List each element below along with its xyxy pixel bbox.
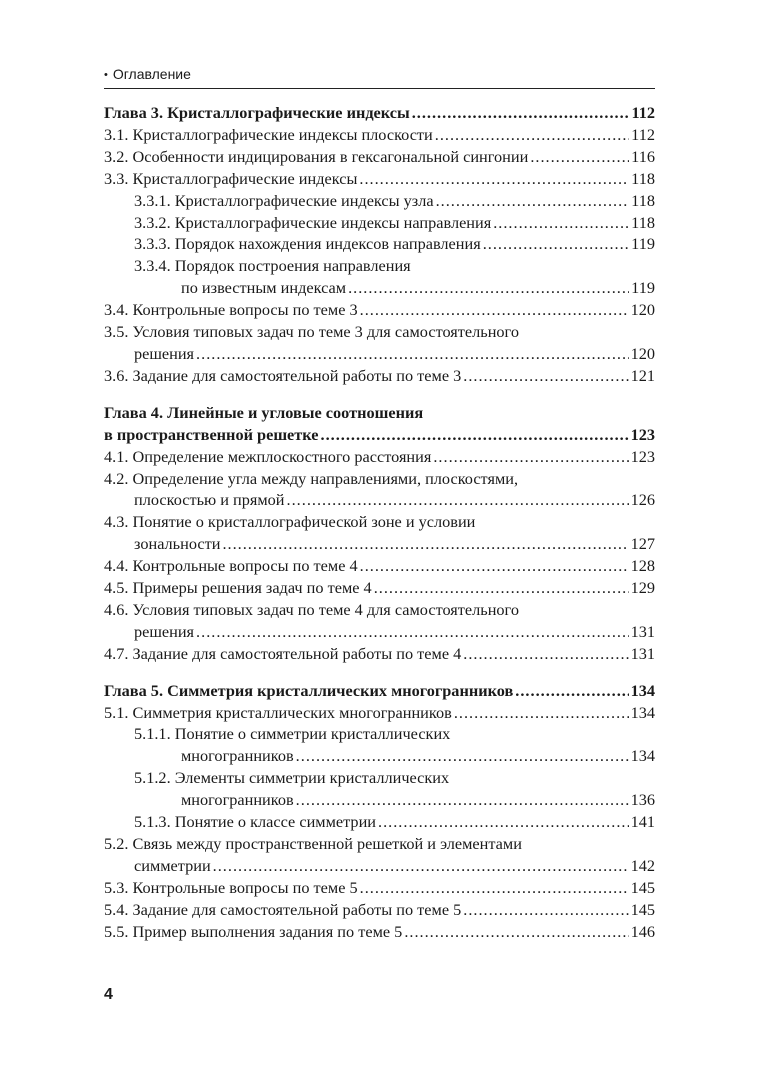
toc-entry-title: 5.1.1. Понятие о симметрии кристаллических xyxy=(134,724,451,744)
dot-leader xyxy=(196,343,629,365)
toc-page-number: 128 xyxy=(630,556,655,576)
toc-entry[interactable] xyxy=(104,745,655,767)
toc-entry[interactable] xyxy=(104,446,655,468)
toc-entry-title: плоскостью и прямой xyxy=(134,490,285,510)
dot-leader xyxy=(463,899,628,921)
toc-entry-title: 3.6. Задание для самостоятельной работы по теме 3 xyxy=(104,365,462,385)
toc-page-number: 146 xyxy=(630,921,655,941)
toc-entry-title: Глава 5. Симметрия кристаллических многогранников xyxy=(104,680,514,700)
toc-entry[interactable] xyxy=(104,190,655,212)
dot-leader xyxy=(493,212,629,234)
toc-page-number: 145 xyxy=(630,877,655,897)
toc-page-number: 120 xyxy=(630,343,655,363)
toc-entry-title: 5.1.2. Элементы симметрии кристаллических xyxy=(134,768,450,788)
toc-page-number: 118 xyxy=(631,168,655,188)
toc-page-number: 123 xyxy=(630,424,655,444)
toc-entry[interactable] xyxy=(104,599,655,621)
toc-entry[interactable] xyxy=(104,899,655,921)
dot-leader xyxy=(222,533,628,555)
chapter-block xyxy=(104,402,655,665)
toc-entry-title: по известным индексам xyxy=(181,278,347,298)
toc-page-number: 112 xyxy=(631,103,655,122)
toc-entry-title: 5.5. Пример выполнения задания по теме 5 xyxy=(104,921,403,941)
dot-leader xyxy=(360,299,629,321)
dot-leader xyxy=(412,102,630,124)
dot-leader xyxy=(374,577,629,599)
toc-entry[interactable] xyxy=(104,833,655,855)
toc-entry[interactable] xyxy=(104,489,655,511)
toc-page-number: 134 xyxy=(630,680,655,700)
toc-entry-title: Глава 4. Линейные и угловые соотношения xyxy=(104,402,424,422)
toc-entry-title: 3.3.4. Порядок построения направления xyxy=(134,256,411,276)
toc-entry[interactable] xyxy=(104,767,655,789)
dot-leader xyxy=(378,811,629,833)
toc-page-number: 123 xyxy=(630,446,655,466)
toc-entry-title: 5.4. Задание для самостоятельной работы по теме 5 xyxy=(104,899,462,919)
toc-entry[interactable] xyxy=(104,233,655,255)
page-number: 4 xyxy=(104,986,113,1003)
toc-entry-title: 5.1. Симметрия кристаллических многогранников xyxy=(104,702,452,722)
toc-entry-title: симметрии xyxy=(134,855,211,875)
toc-page-number: 118 xyxy=(631,212,655,232)
dot-leader xyxy=(463,643,628,665)
toc-entry-title: зональности xyxy=(134,534,221,554)
dot-leader xyxy=(213,855,629,877)
toc-page-number: 142 xyxy=(630,855,655,875)
toc-page-number: 145 xyxy=(630,899,655,919)
toc-page-number: 136 xyxy=(630,790,655,810)
toc-page-number: 131 xyxy=(630,643,655,663)
toc-page-number: 126 xyxy=(630,490,655,510)
toc-entry-title: многогранников xyxy=(181,746,294,766)
toc-entry-title: 4.5. Примеры решения задач по теме 4 xyxy=(104,578,372,598)
toc-chapter-entry[interactable] xyxy=(104,680,655,702)
toc-entry-title: 4.1. Определение межплоскостного расстояния xyxy=(104,446,432,466)
dot-leader xyxy=(359,168,629,190)
header-rule xyxy=(104,88,655,89)
toc-entry[interactable] xyxy=(104,168,655,190)
chapter-block xyxy=(104,680,655,943)
dot-leader xyxy=(360,877,629,899)
toc-entry-title: 3.2. Особенности индицирования в гексагональной сингонии xyxy=(104,146,529,166)
toc-chapter-entry[interactable] xyxy=(104,402,655,424)
toc-entry[interactable] xyxy=(104,255,655,277)
toc-entry-title: 4.7. Задание для самостоятельной работы по теме 4 xyxy=(104,643,462,663)
dot-leader xyxy=(348,277,629,299)
toc-entry[interactable] xyxy=(104,789,655,811)
toc-entry-title: Глава 3. Кристаллографические индексы xyxy=(104,103,410,122)
toc-page-number: 118 xyxy=(631,190,655,210)
toc-entry-title: 4.6. Условия типовых задач по теме 4 для самостоятельного xyxy=(104,599,519,619)
toc-entry[interactable] xyxy=(104,643,655,665)
toc-page-number: 134 xyxy=(630,702,655,722)
toc-page-number: 120 xyxy=(630,300,655,320)
toc-entry-title: решения xyxy=(134,621,195,641)
toc-page-number: 112 xyxy=(631,124,655,144)
toc-entry[interactable] xyxy=(104,146,655,168)
toc-page-number: 134 xyxy=(630,746,655,766)
toc-entry[interactable] xyxy=(104,277,655,299)
toc-entry[interactable] xyxy=(104,555,655,577)
toc-entry[interactable] xyxy=(104,321,655,343)
running-head-title: Оглавление xyxy=(112,66,191,82)
dot-leader xyxy=(360,555,629,577)
toc-entry[interactable] xyxy=(104,877,655,899)
chapter-block xyxy=(104,102,655,387)
table-of-contents xyxy=(104,102,655,943)
toc-entry[interactable] xyxy=(104,577,655,599)
toc-entry[interactable] xyxy=(104,468,655,490)
dot-leader xyxy=(483,233,629,255)
toc-page-number: 116 xyxy=(631,146,655,166)
toc-entry[interactable] xyxy=(104,855,655,877)
dot-leader xyxy=(435,124,629,146)
toc-entry-title: 5.1.3. Понятие о классе симметрии xyxy=(134,812,377,832)
dot-leader xyxy=(321,424,629,446)
toc-entry[interactable] xyxy=(104,621,655,643)
toc-page-number: 119 xyxy=(631,278,655,298)
toc-chapter-entry[interactable] xyxy=(104,102,655,124)
dot-leader xyxy=(404,921,628,943)
toc-page-number: 119 xyxy=(631,234,655,254)
dot-leader xyxy=(436,190,630,212)
dot-leader xyxy=(530,146,629,168)
toc-entry[interactable] xyxy=(104,124,655,146)
toc-entry-title: 3.3. Кристаллографические индексы xyxy=(104,168,358,188)
toc-entry-title: 3.5. Условия типовых задач по теме 3 для самостоятельного xyxy=(104,322,519,342)
toc-entry[interactable] xyxy=(104,723,655,745)
toc-entry-title: 4.4. Контрольные вопросы по теме 4 xyxy=(104,556,358,576)
toc-entry[interactable] xyxy=(104,921,655,943)
toc-entry-title: 3.3.3. Порядок нахождения индексов направления xyxy=(134,234,481,254)
toc-entry-title: в пространственной решетке xyxy=(104,424,319,444)
dot-leader xyxy=(515,680,628,702)
dot-leader xyxy=(296,789,629,811)
toc-entry[interactable] xyxy=(104,343,655,365)
toc-page-number: 131 xyxy=(630,621,655,641)
dot-leader xyxy=(454,702,629,724)
toc-entry-title: 5.3. Контрольные вопросы по теме 5 xyxy=(104,877,358,897)
toc-entry-title: 3.4. Контрольные вопросы по теме 3 xyxy=(104,300,358,320)
toc-page-number: 141 xyxy=(630,812,655,832)
toc-chapter-entry[interactable] xyxy=(104,424,655,446)
bullet-icon: • xyxy=(104,69,108,81)
toc-entry-title: 5.2. Связь между пространственной решеткой и элементами xyxy=(104,834,522,853)
toc-entry-title: 3.3.1. Кристаллографические индексы узла xyxy=(134,190,434,210)
toc-entry[interactable] xyxy=(104,533,655,555)
dot-leader xyxy=(287,489,629,511)
dot-leader xyxy=(463,365,628,387)
toc-entry[interactable] xyxy=(104,365,655,387)
toc-entry[interactable] xyxy=(104,702,655,724)
toc-entry-title: решения xyxy=(134,343,195,363)
toc-entry-title: 4.2. Определение угла между направлениями, плоскостями, xyxy=(104,468,519,488)
toc-entry[interactable] xyxy=(104,299,655,321)
toc-entry[interactable] xyxy=(104,212,655,234)
toc-page-number: 121 xyxy=(630,365,655,385)
toc-page-number: 127 xyxy=(630,534,655,554)
toc-entry-title: 4.3. Понятие о кристаллографической зоне и условии xyxy=(104,512,476,532)
dot-leader xyxy=(296,745,629,767)
toc-entry[interactable] xyxy=(104,511,655,533)
running-head xyxy=(104,64,654,85)
toc-page-number: 129 xyxy=(630,578,655,598)
toc-entry-title: 3.3.2. Кристаллографические индексы направления xyxy=(134,212,492,232)
dot-leader xyxy=(196,621,629,643)
toc-entry-title: многогранников xyxy=(181,790,294,810)
toc-entry-title: 3.1. Кристаллографические индексы плоскости xyxy=(104,124,433,144)
toc-entry[interactable] xyxy=(104,811,655,833)
dot-leader xyxy=(433,446,628,468)
